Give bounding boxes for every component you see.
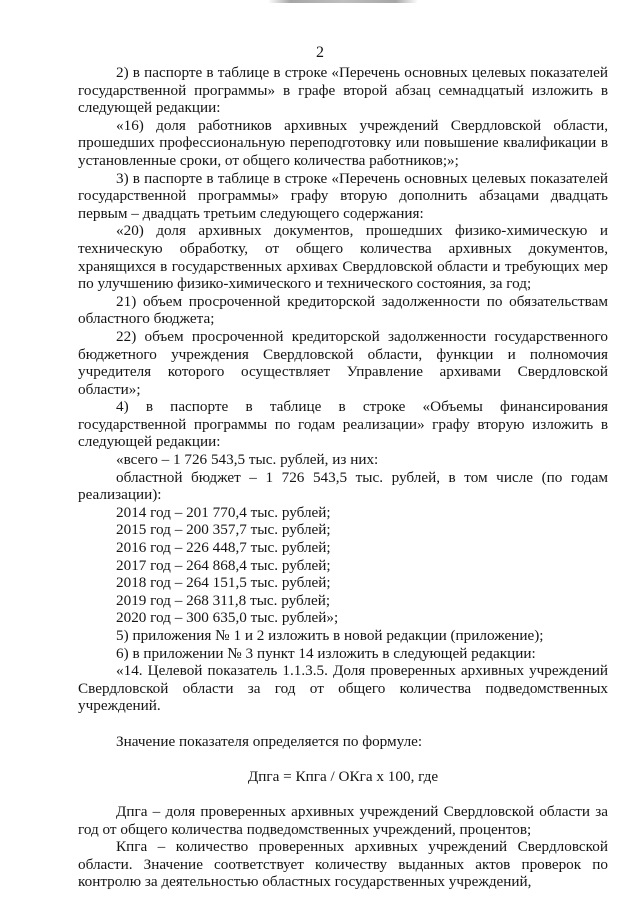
paragraph-item-6: 6) в приложении № 3 пункт 14 изложить в следующей редакции: xyxy=(116,644,536,662)
paragraph-regional-budget: областной бюджет – 1 726 543,5 тыс. рублей, в том числе (по годам реализации): xyxy=(78,468,608,504)
year-line-2017: 2017 год – 264 868,4 тыс. рублей; xyxy=(116,556,331,574)
paragraph-indicator-16: «16) доля работников архивных учреждений Свердловской области, прошедших профессиональную переподготовку или повышение квалификации в установленные сроки, от общего количества работников;»; xyxy=(78,116,608,169)
spacer xyxy=(78,715,608,733)
paragraph-target-14: «14. Целевой показатель 1.1.3.5. Доля проверенных архивных учреждений Свердловской области за год от общего количества подведомственных учреждений. xyxy=(78,662,608,715)
paragraph-item-4: 4) в паспорте в таблице в строке «Объемы финансирования государственной программы по годам реализации» графу вторую изложить в следующей редакции: xyxy=(78,398,608,451)
spacer xyxy=(78,785,608,803)
year-line-2019: 2019 год – 268 311,8 тыс. рублей; xyxy=(116,591,331,609)
year-line-2015: 2015 год – 200 357,7 тыс. рублей; xyxy=(116,521,331,539)
year-line-2014: 2014 год – 201 770,4 тыс. рублей; xyxy=(116,503,331,521)
paragraph-total: «всего – 1 726 543,5 тыс. рублей, из них: xyxy=(116,451,379,469)
spacer xyxy=(78,750,608,768)
formula: Дпга = Кпга / ОКга х 100, где xyxy=(247,767,439,785)
paragraph-definition-dpga: Дпга – доля проверенных архивных учреждений Свердловской области за год от общего количества подведомственных учреждений, процентов; xyxy=(78,802,608,838)
paragraph-indicator-20: «20) доля архивных документов, прошедших физико-химическую и техническую обработку, от общего количества архивных документов, хранящихся в государственных архивах Свердловской области и требующих мер по улучшению физико-химического и технического состояния, за год; xyxy=(78,222,608,293)
paragraph-indicator-22: 22) объем просроченной кредиторской задолженности государственного бюджетного учреждения Свердловской области, функции и полномочия учредителя которого осуществляет Управление архивами Свердловской области»; xyxy=(78,327,608,398)
paragraph-item-5: 5) приложения № 1 и 2 изложить в новой редакции (приложение); xyxy=(116,627,544,644)
paragraph-indicator-21: 21) объем просроченной кредиторской задолженности по обязательствам областного бюджета; xyxy=(78,292,608,328)
year-line-2020: 2020 год – 300 635,0 тыс. рублей»; xyxy=(116,609,339,627)
year-line-2016: 2016 год – 226 448,7 тыс. рублей; xyxy=(116,539,331,557)
document-body xyxy=(78,64,608,891)
paragraph-definition-kpga: Кпга – количество проверенных архивных учреждений Свердловской области. Значение соответствует количеству выданных актов проверок по контролю за деятельностью областных государственных учреждений, xyxy=(78,838,608,891)
paragraph-formula-intro: Значение показателя определяется по формуле: xyxy=(116,732,423,750)
paragraph-item-3: 3) в паспорте в таблице в строке «Перечень основных целевых показателей государственной программы» графу вторую дополнить абзацами двадцать первым – двадцать третьим следующего содержания: xyxy=(78,169,608,222)
scan-artifact xyxy=(268,0,418,3)
paragraph-item-2: 2) в паспорте в таблице в строке «Перечень основных целевых показателей государственной программы» в графе второй абзац семнадцатый изложить в следующей редакции: xyxy=(78,64,608,117)
page-number: 2 xyxy=(316,44,324,61)
year-line-2018: 2018 год – 264 151,5 тыс. рублей; xyxy=(116,574,331,592)
